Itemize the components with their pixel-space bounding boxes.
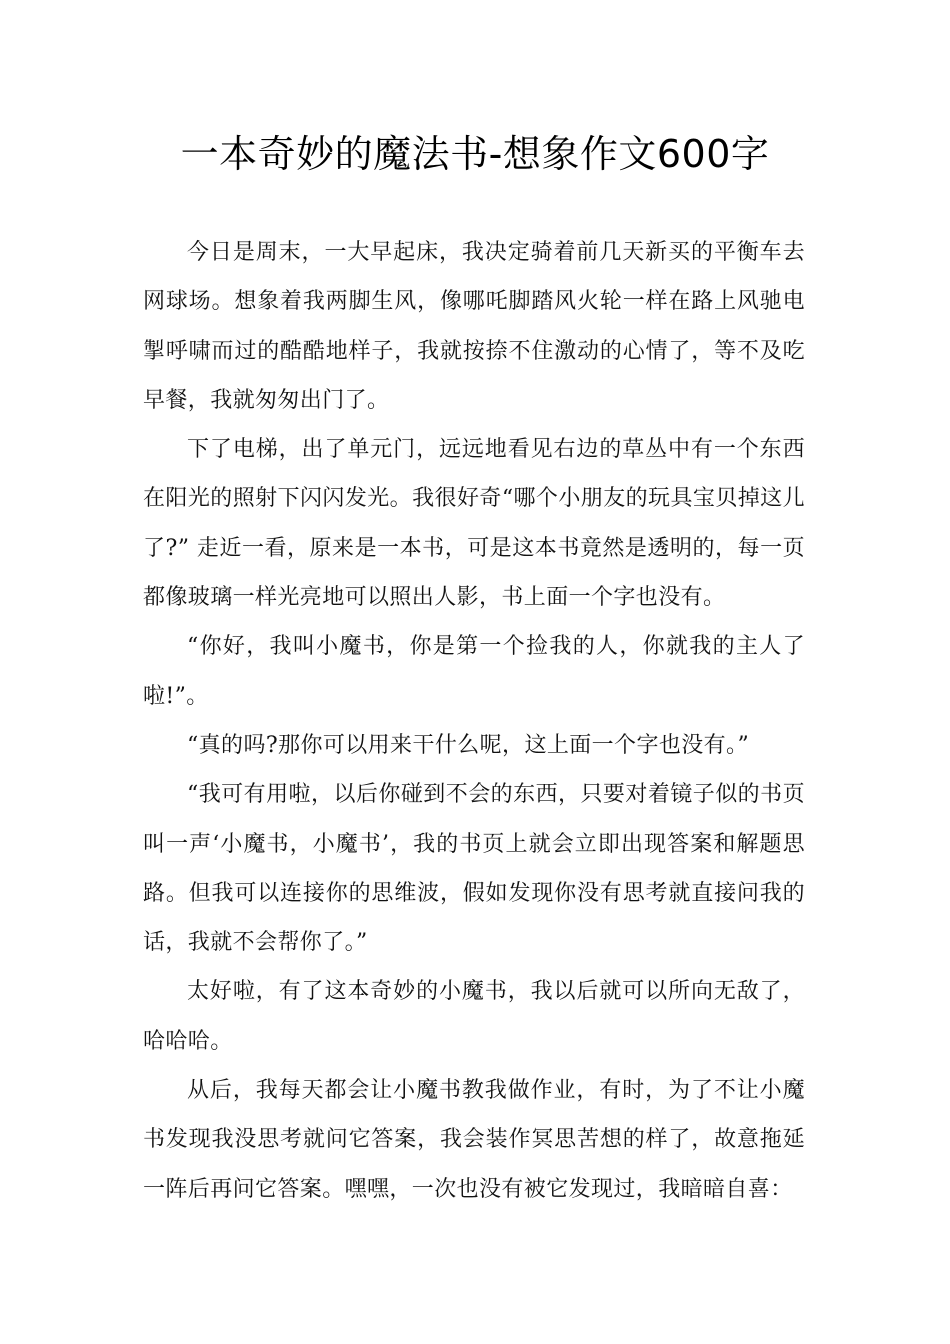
paragraph-5: “我可有用啦，以后你碰到不会的东西，只要对着镜子似的书页叫一声‘小魔书，小魔书’，我的书页上就会立即出现答案和解题思路。但我可以连接你的思维波，假如发现你没有思考就直接问我的话，我就不会帮你了。” bbox=[143, 782, 805, 956]
paragraph-4: “真的吗?那你可以用来干什么呢，这上面一个字也没有。” bbox=[187, 732, 750, 758]
paragraph-6: 太好啦，有了这本奇妙的小魔书，我以后就可以所向无敌了，哈哈哈。 bbox=[143, 979, 805, 1054]
paragraph-7: 从后，我每天都会让小魔书教我做作业，有时，为了不让小魔书发现我没思考就问它答案，我会装作冥思苦想的样了，故意拖延一阵后再问它答案。嘿嘿，一次也没有被它发现过，我暗暗自喜： bbox=[143, 1078, 805, 1202]
paragraph-1: 今日是周末，一大早起床，我决定骑着前几天新买的平衡车去网球场。想象着我两脚生风，像哪吒脚踏风火轮一样在路上风驰电掣呼啸而过的酷酷地样子，我就按捺不住激动的心情了，等不及吃早餐，我就匆匆出门了。 bbox=[143, 240, 805, 413]
document-body bbox=[143, 228, 805, 1214]
document-title: 一本奇妙的魔法书-想象作文600字 bbox=[180, 132, 770, 176]
paragraph-3: “你好，我叫小魔书，你是第一个捡我的人，你就我的主人了啦!”。 bbox=[143, 634, 805, 709]
paragraph-2: 下了电梯，出了单元门，远远地看见右边的草丛中有一个东西在阳光的照射下闪闪发光。我很好奇“哪个小朋友的玩具宝贝掉这儿了?” 走近一看，原来是一本书，可是这本书竟然是透明的，每一页都像玻璃一样光亮地可以照出人影，书上面一个字也没有。 bbox=[143, 437, 805, 611]
